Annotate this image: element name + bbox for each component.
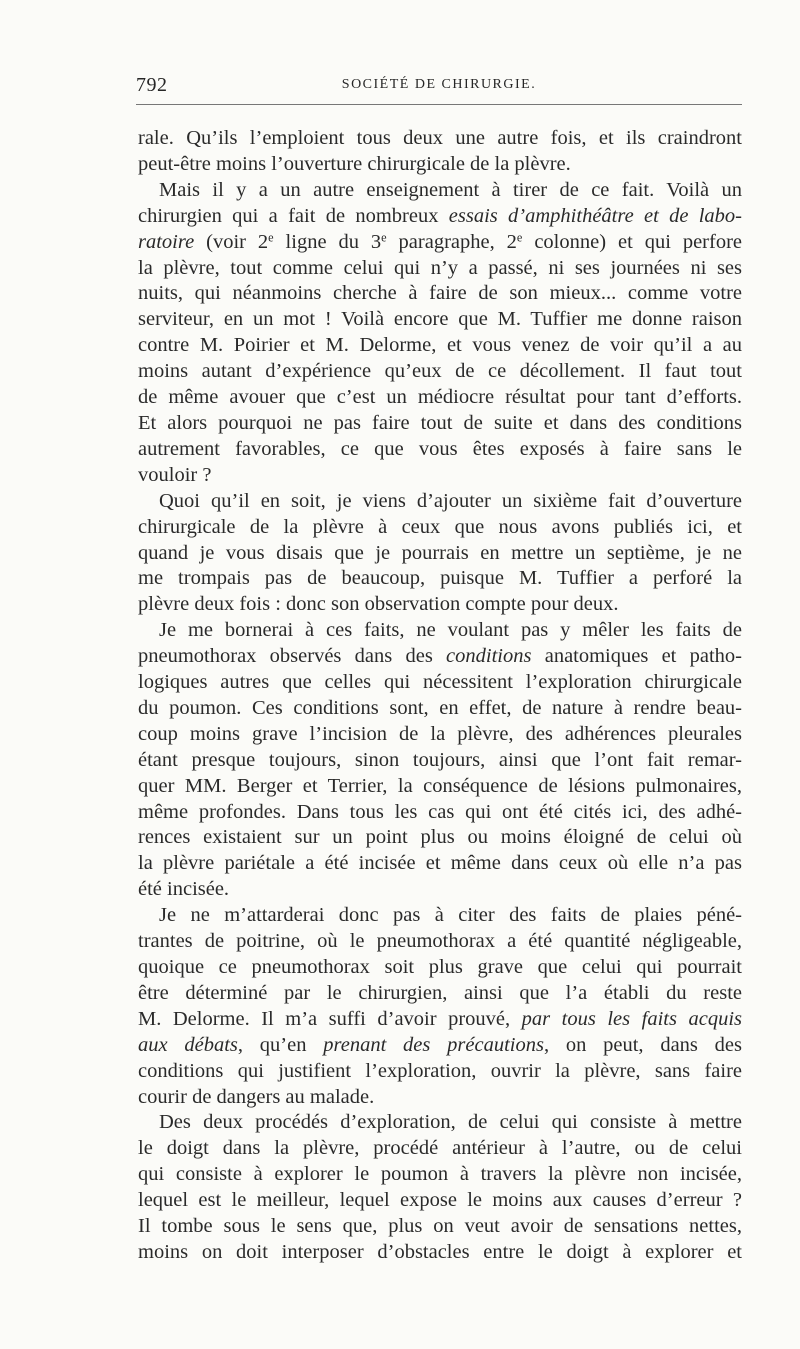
text-line: aux débats, qu’en prenant des précautions, on peut, dans des <box>138 1033 742 1056</box>
text-line: Mais il y a un autre enseignement à tirer de ce fait. Voilà un <box>159 178 742 201</box>
text-line: chirurgien qui a fait de nombreux essais d’amphithéâtre et de labo- <box>138 204 742 227</box>
text-line: Et alors pourquoi ne pas faire tout de suite et dans des conditions <box>138 411 742 434</box>
text-line: étant presque toujours, sinon toujours, ainsi que l’ont fait remar- <box>138 748 742 771</box>
text-line: moins on doit interposer d’obstacles entre le doigt à explorer et <box>138 1240 742 1263</box>
text-line: la plèvre pariétale a été incisée et même dans ceux où elle n’a pas <box>138 852 742 875</box>
text-line: moins autant d’expérience qu’eux de ce décollement. Il faut tout <box>138 360 742 383</box>
text-line: coup moins grave l’incision de la plèvre, des adhérences pleurales <box>138 722 742 745</box>
text-line: été incisée. <box>138 878 230 901</box>
text-line: Quoi qu’il en soit, je viens d’ajouter un sixième fait d’ouverture <box>159 489 742 512</box>
text-line: contre M. Poirier et M. Delorme, et vous venez de voir qu’il a au <box>138 334 742 357</box>
text-line: vouloir ? <box>138 463 212 486</box>
text-line: la plèvre, tout comme celui qui n’y a passé, ni ses journées ni ses <box>138 256 742 279</box>
text-line: pneumothorax observés dans des conditions anatomiques et patho- <box>138 645 742 668</box>
text-line: peut-être moins l’ouverture chirurgicale de la plèvre. <box>138 152 571 175</box>
text-line: serviteur, en un mot ! Voilà encore que M. Tuffier me donne raison <box>138 308 742 331</box>
paragraph <box>138 126 742 178</box>
page-header <box>136 74 742 98</box>
text-line: qui consiste à explorer le poumon à travers la plèvre non incisée, <box>138 1163 742 1186</box>
text-line: conditions qui justifient l’exploration, ouvrir la plèvre, sans faire <box>138 1059 742 1082</box>
text-line: me trompais pas de beaucoup, puisque M. Tuffier a perforé la <box>138 567 742 590</box>
text-line: nuits, qui néanmoins cherche à faire de son mieux... comme votre <box>138 282 742 305</box>
text-line: quer MM. Berger et Terrier, la conséquence de lésions pulmonaires, <box>138 774 742 797</box>
header-rule <box>136 104 742 105</box>
text-line: M. Delorme. Il m’a suffi d’avoir prouvé, par tous les faits acquis <box>138 1007 743 1030</box>
text-line: rale. Qu’ils l’emploient tous deux une autre fois, et ils craindront <box>138 127 742 149</box>
page-number: 792 <box>136 74 168 96</box>
body-text <box>138 126 742 1266</box>
paragraph <box>138 178 742 489</box>
text-line: Je me bornerai à ces faits, ne voulant pas y mêler les faits de <box>159 619 742 642</box>
text-line: de même avouer que c’est un médiocre résultat pour tant d’efforts. <box>138 386 742 409</box>
text-line: quoique ce pneumothorax soit plus grave que celui qui pourrait <box>138 956 742 978</box>
text-line: rences existaient sur un point plus ou moins éloigné de celui où <box>138 826 742 849</box>
text-line: ratoire (voir 2e ligne du 3e paragraphe, 2e colonne) et qui perfore <box>138 229 742 253</box>
text-line: du poumon. Ces conditions sont, en effet, de nature à rendre beau- <box>138 696 742 719</box>
text-line: le doigt dans la plèvre, procédé antérieur à l’autre, ou de celui <box>138 1137 742 1160</box>
paragraph <box>138 1110 742 1265</box>
text-line: Des deux procédés d’exploration, de celui qui consiste à mettre <box>159 1111 742 1134</box>
text-line: courir de dangers au malade. <box>138 1085 375 1108</box>
text-line: même profondes. Dans tous les cas qui ont été cités ici, des adhé- <box>138 800 742 823</box>
text-line: Je ne m’attarderai donc pas à citer des faits de plaies péné- <box>159 904 742 927</box>
text-line: quand je vous disais que je pourrais en mettre un septième, je ne <box>138 541 742 564</box>
text-line: autrement favorables, ce que vous êtes exposés à faire sans le <box>138 437 742 460</box>
text-line: lequel est le meilleur, lequel expose le moins aux causes d’erreur ? <box>138 1189 742 1212</box>
paragraph <box>138 489 742 619</box>
text-line: trantes de poitrine, où le pneumothorax a été quantité négligeable, <box>138 930 742 953</box>
text-line: plèvre deux fois : donc son observation compte pour deux. <box>138 593 619 616</box>
text-line: chirurgicale de la plèvre à ceux que nous avons publiés ici, et <box>138 515 742 538</box>
paragraph <box>138 618 742 903</box>
paragraph <box>138 903 742 1110</box>
text-line: Il tombe sous le sens que, plus on veut avoir de sensations nettes, <box>138 1215 742 1238</box>
text-line: logiques autres que celles qui nécessitent l’exploration chirurgicale <box>138 671 742 694</box>
text-line: être déterminé par le chirurgien, ainsi que l’a établi du reste <box>138 981 742 1004</box>
running-head: SOCIÉTÉ DE CHIRURGIE. <box>341 77 537 92</box>
